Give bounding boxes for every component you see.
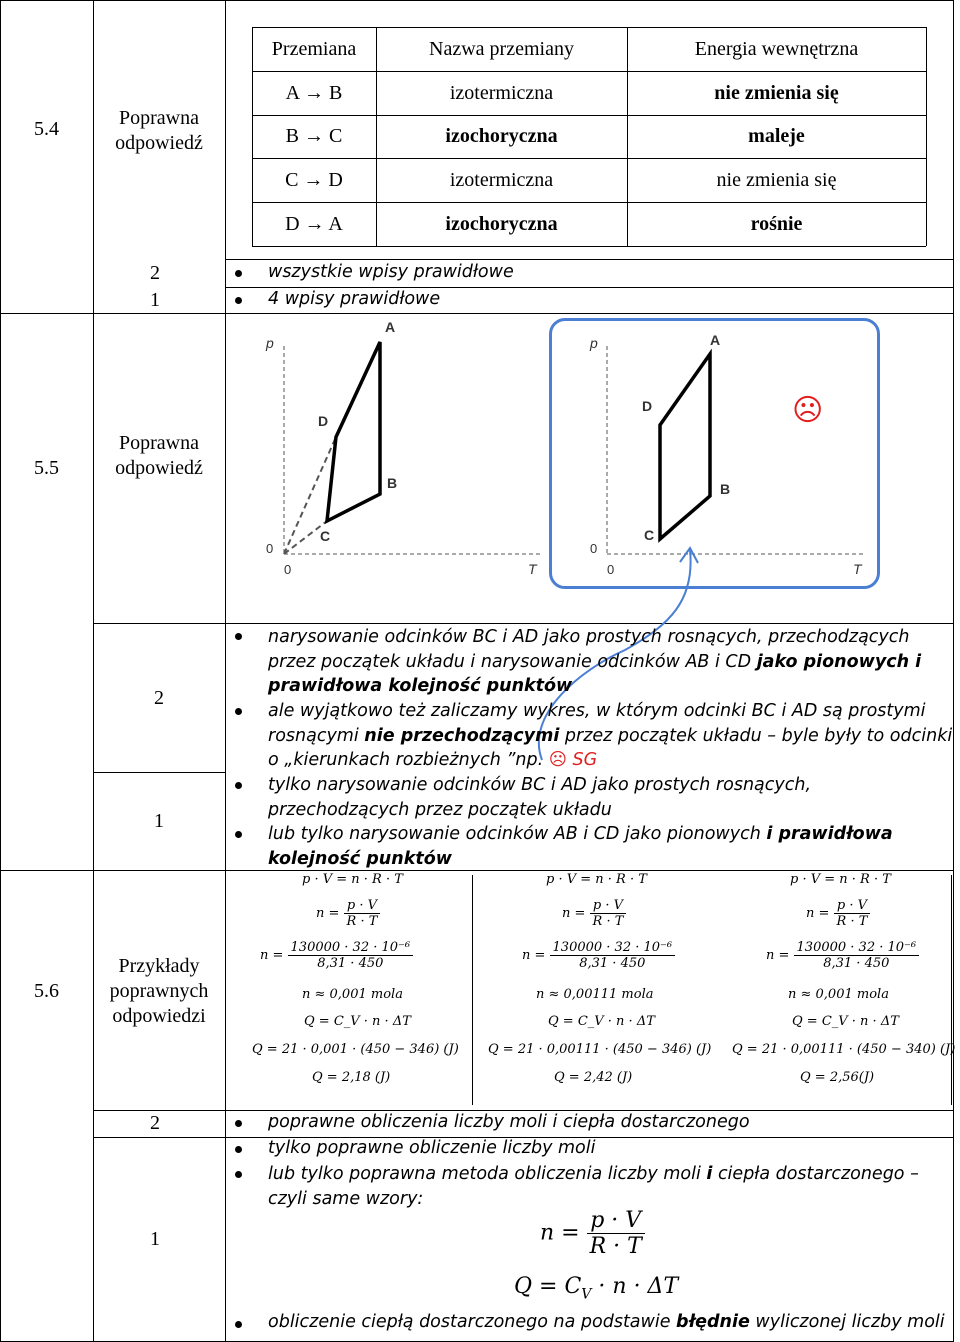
- score-points: 1: [150, 289, 160, 311]
- point-label: B: [720, 481, 731, 497]
- col-divider-score-55: [225, 623, 226, 870]
- col-divider-label: [225, 0, 226, 623]
- x-axis-label: T: [528, 561, 537, 577]
- task-number-54: 5.4: [34, 118, 59, 140]
- col-divider-number: [93, 0, 94, 1342]
- row-border-56-scoring: [93, 1110, 953, 1111]
- table-cell: izotermiczna: [449, 169, 554, 191]
- y-axis-label: p: [590, 335, 598, 351]
- formula-q: $Q = C_V \cdot n \cdot \Delta T$: [514, 1274, 679, 1303]
- point-label: D: [642, 398, 653, 414]
- header-nazwa: Nazwa przemiany: [429, 38, 574, 60]
- table-cell: izotermiczna: [449, 82, 554, 104]
- row-border-score-55-mid: [93, 772, 225, 773]
- table-cell: C → D: [285, 169, 343, 191]
- row-border-top: [0, 0, 953, 1]
- example-1: p · V = n · R · T n = $\frac{p \cdot V}{R \cdot T}$ n = $\frac{\text{130000 · 32 · 10⁻⁶}}{8,31 \cdot 450}$ n ≈ 0,001 mola Q = C_V · n · ΔT Q = 21 · 0,001 · (450 − 346) (J) Q = 2,18 (J): [252, 872, 459, 1085]
- point-label: A: [710, 332, 721, 348]
- point-label: D: [318, 413, 329, 429]
- y-axis-label: p: [266, 335, 274, 351]
- table-cell: B → C: [285, 125, 343, 147]
- bullet-icon: [235, 782, 242, 789]
- row-border-54-scoring-mid: [225, 287, 953, 288]
- answer-label-line2: odpowiedź: [115, 132, 203, 154]
- score-text: 4 wpisy prawidłowe: [268, 289, 441, 309]
- score-points: 2: [150, 262, 160, 284]
- col-divider-score-56: [225, 1110, 226, 1342]
- point-label: A: [385, 319, 396, 335]
- table-cell: izochoryczna: [445, 213, 558, 235]
- pt-graph-correct: [250, 316, 550, 581]
- score-points: 1: [150, 1228, 160, 1250]
- bullet-icon: [235, 831, 242, 838]
- table-border-left: [0, 0, 1, 1342]
- bullet-icon: [235, 270, 242, 277]
- col-divider-label-56: [225, 870, 226, 1110]
- formula-n: n = $\frac{p \cdot V}{R \cdot T}$: [540, 1208, 645, 1259]
- header-energia: Energia wewnętrzna: [694, 38, 859, 60]
- answer-label-line1: Poprawna: [119, 432, 199, 454]
- examples-label-56: Przykłady poprawnych odpowiedzi: [109, 955, 209, 1027]
- criterion-text: poprawne obliczenia liczby moli i ciepła dostarczonego: [268, 1112, 750, 1132]
- sad-face-icon: ☹: [792, 393, 824, 428]
- example-2: p · V = n · R · T n = $\frac{p \cdot V}{R \cdot T}$ n = $\frac{\text{130000 · 32 · 10⁻⁶}}{8,31 \cdot 450}$ n ≈ 0,00111 mola Q = C_V · n · ΔT Q = 21 · 0,00111 · (450 − 346) (J) Q = 2,42 (J): [488, 872, 712, 1085]
- row-border-55: [0, 313, 953, 314]
- example-3: p · V = n · R · T n = $\frac{p \cdot V}{R \cdot T}$ n = $\frac{\text{130000 · 32 · 10⁻⁶}}{8,31 \cdot 450}$ n ≈ 0,001 mola Q = C_V · n · ΔT Q = 21 · 0,00111 · (450 − 340) (J) Q = 2,56(J): [732, 872, 956, 1085]
- answer-label-line1: Poprawna: [119, 107, 199, 129]
- origin-label: 0: [590, 541, 598, 556]
- example-divider: [472, 875, 473, 1105]
- sg-mark: ☹ SG: [548, 750, 598, 771]
- origin-label: 0: [607, 562, 615, 577]
- point-label: C: [320, 528, 331, 544]
- answer-label-line2: odpowiedź: [115, 457, 203, 479]
- table-cell: maleje: [748, 125, 805, 147]
- point-label: C: [644, 527, 655, 543]
- bullet-icon: [235, 1120, 242, 1127]
- criterion-text: lub tylko narysowanie odcinków AB i CD jako pionowych i prawidłowa kolejność punktów: [268, 824, 893, 869]
- criterion-text: ale wyjątkowo też zaliczamy wykres, w którym odcinki BC i AD są prostymi rosnącymi nie przechodzącymi przez początek układu – byle były to odcinki o „kierunkach rozbieżnych ”np. ☹ SG: [268, 701, 953, 771]
- origin-label: 0: [266, 541, 274, 556]
- score-points: 2: [154, 687, 164, 709]
- table-border-right: [953, 0, 954, 1342]
- table-cell: izochoryczna: [445, 125, 558, 147]
- point-label: B: [387, 475, 398, 491]
- x-axis-label: T: [853, 561, 862, 577]
- bullet-icon: [235, 297, 242, 304]
- criterion-text: tylko narysowanie odcinków BC i AD jako prostych rosnących, przechodzących przez początek układu: [268, 775, 812, 820]
- table-cell: rośnie: [750, 213, 803, 235]
- row-border-54-scoring: [225, 259, 953, 260]
- score-points: 1: [154, 810, 164, 832]
- origin-label: 0: [284, 562, 292, 577]
- bullet-icon: [235, 633, 242, 640]
- criterion-text: obliczenie ciepłą dostarczonego na podstawie błędnie wyliczonej liczby moli: [268, 1312, 945, 1332]
- answer-label-54: [93, 106, 225, 156]
- score-text: wszystkie wpisy prawidłowe: [268, 262, 514, 282]
- answer-label-55: [93, 431, 225, 481]
- criterion-text: narysowanie odcinków BC i AD jako prostych rosnących, przechodzących przez początek układu i narysowanie odcinków AB i CD jako pionowych i prawidłowa kolejność punktów: [268, 627, 922, 697]
- table-cell: nie zmienia się: [716, 169, 837, 191]
- table-cell: nie zmienia się: [714, 82, 839, 104]
- table-cell: A → B: [285, 82, 343, 104]
- criterion-text: tylko poprawne obliczenie liczby moli: [268, 1138, 596, 1158]
- bullet-icon: [235, 1321, 242, 1328]
- task-number-56: 5.6: [34, 980, 59, 1002]
- bullet-icon: [235, 1146, 242, 1153]
- table-cell: D → A: [285, 213, 343, 235]
- criterion-text: lub tylko poprawna metoda obliczenia liczby moli i ciepła dostarczonego – czyli same wzory:: [268, 1164, 919, 1209]
- score-points: 2: [150, 1112, 160, 1134]
- bullet-icon: [235, 1171, 242, 1178]
- bullet-icon: [235, 708, 242, 715]
- header-przemiana: Przemiana: [271, 38, 357, 60]
- task-number-55: 5.5: [34, 457, 59, 479]
